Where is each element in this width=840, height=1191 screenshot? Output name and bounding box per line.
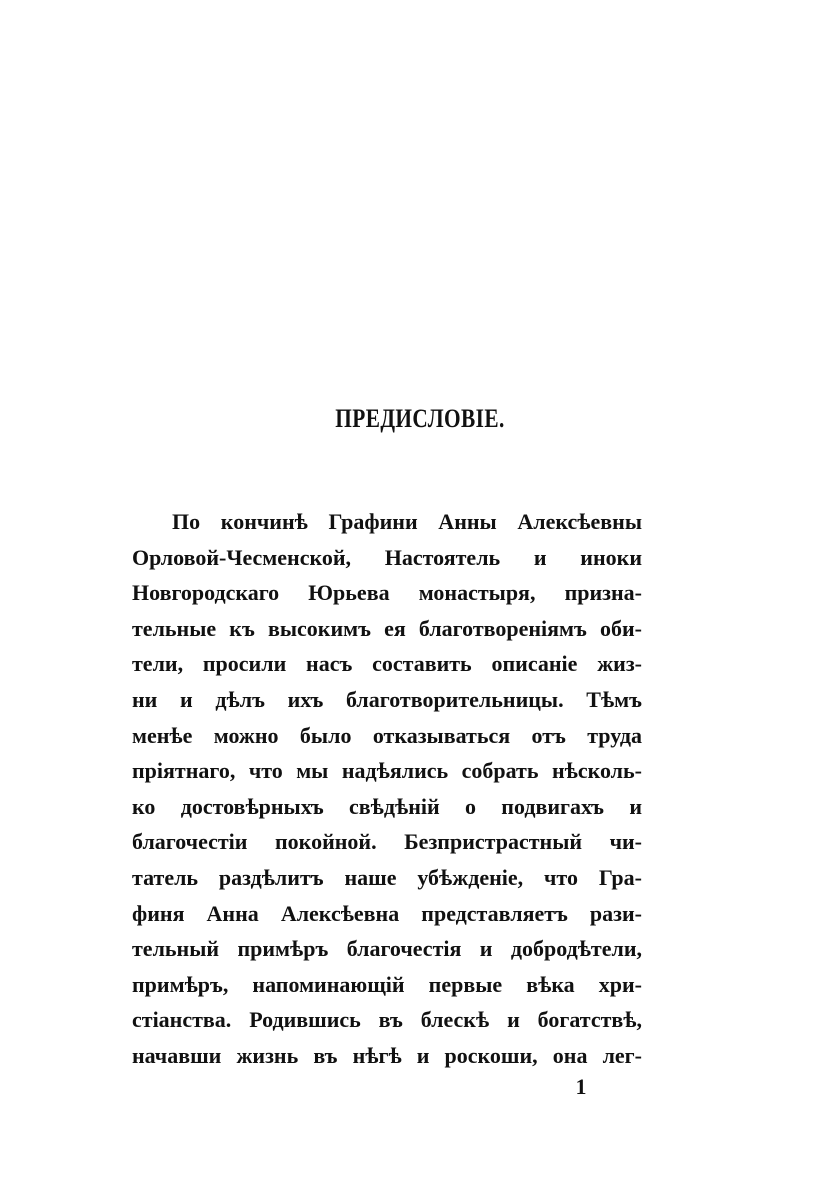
text-line: тели, просили насъ составить описаніе жиз-: [132, 651, 642, 677]
text-line: благочестіи покойной. Безпристрастный чи-: [132, 829, 642, 855]
page-title: ПРЕДИСЛОВІЕ.: [335, 404, 505, 433]
text-line: стіанства. Родившись въ блескѣ и богатствѣ,: [132, 1007, 642, 1033]
text-line: начавши жизнь въ нѣгѣ и роскоши, она лег-: [132, 1042, 642, 1068]
text-line: Орловой-Чесменской, Настоятель и иноки: [132, 544, 642, 570]
text-line: примѣръ, напоминающій первые вѣка хри-: [132, 971, 642, 997]
text-line: менѣе можно было отказываться отъ труда: [132, 722, 642, 748]
text-line: финя Анна Алексѣевна представляетъ рази-: [132, 900, 642, 926]
text-line: тельный примѣръ благочестія и добродѣтели,: [132, 936, 642, 962]
text-line: Новгородскаго Юрьева монастыря, призна-: [132, 580, 642, 606]
text-line: ни и дѣлъ ихъ благотворительницы. Тѣмъ: [132, 686, 642, 712]
text-line: тельные къ высокимъ ея благотвореніямъ оби-: [132, 615, 642, 641]
text-line: ко достовѣрныхъ свѣдѣній о подвигахъ и: [132, 793, 642, 819]
text-line: По кончинѣ Графини Анны Алексѣевны: [172, 509, 642, 534]
preface-text: [132, 504, 642, 1074]
page-number: 1: [575, 1074, 587, 1099]
text-line: татель раздѣлитъ наше убѣжденіе, что Гра-: [132, 864, 642, 890]
text-line: пріятнаго, что мы надѣялись собрать нѣсколь-: [132, 758, 642, 784]
